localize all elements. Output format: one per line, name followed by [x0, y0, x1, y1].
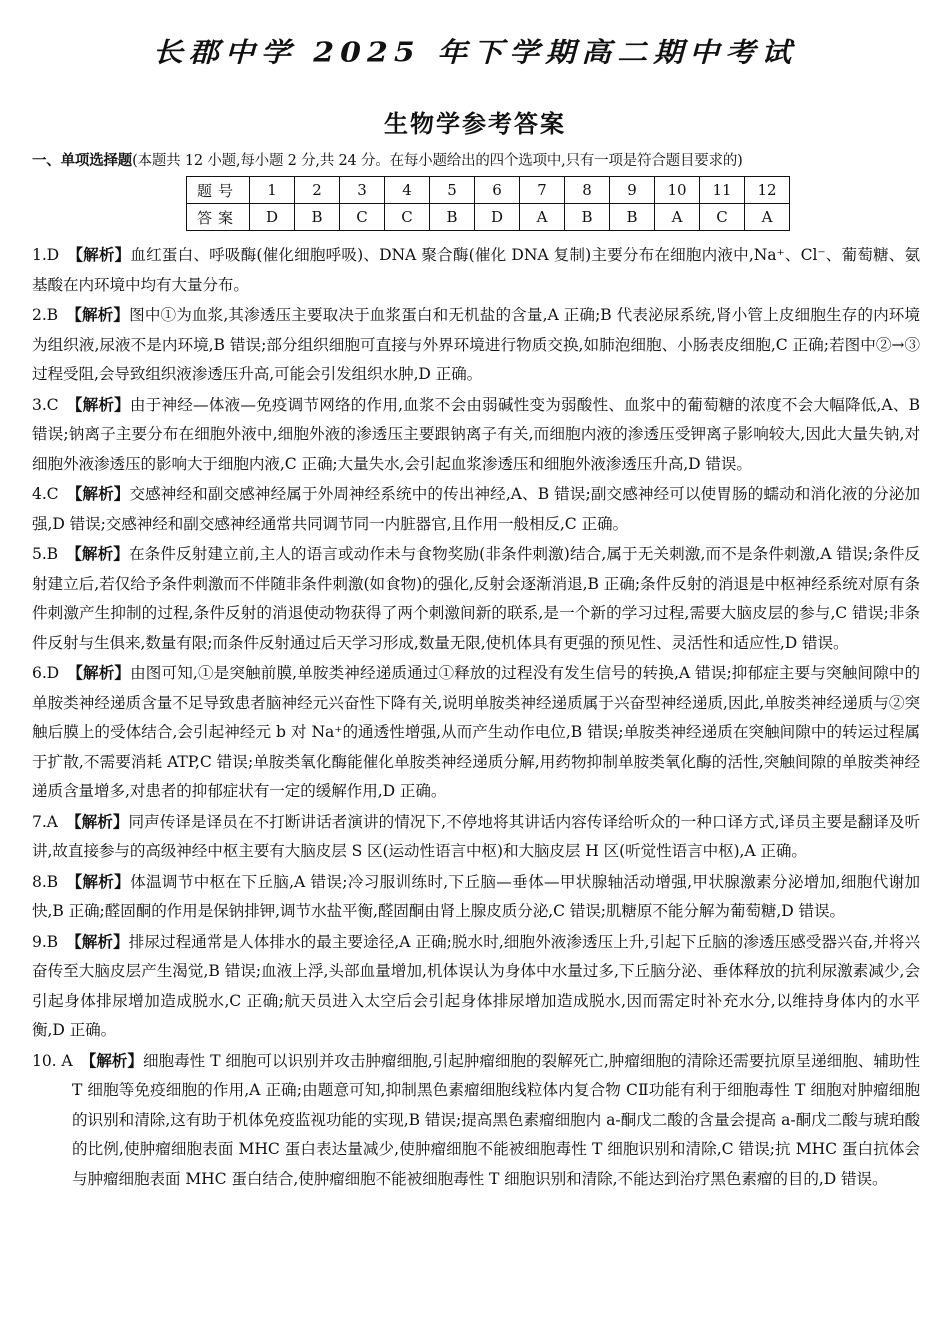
analysis-tag: 【解析】 — [66, 544, 129, 563]
answer-cell: C — [340, 204, 385, 231]
answer-cell: A — [655, 204, 700, 231]
explanation-text: 由图可知,①是突触前膜,单胺类神经递质通过①释放的过程没有发生信号的转换,A 错误;抑郁症主要与突触间隙中的单胺类神经递质含量不足导致患者脑神经元兴奋性下降有关,说明单胺类神经递质属于兴奋型神经递质,因此,单胺类神经递质与②突触后膜上的受体结合,会引起神经元 b 对 Na⁺的通透性增强,从而产生动作电位,B 错误;单胺类神经递质在突触间隙中的转运过程属于扩散,不需要消耗 ATP,C 错误;单胺类氧化酶能催化单胺类神经递质分解,用药物抑制单胺类氧化酶的活性,突触间隙的单胺类神经递质含量增多,对患者的抑郁症状有一定的缓解作用,D 正确。 — [32, 664, 920, 800]
analysis-tag: 【解析】 — [66, 394, 130, 414]
school-exam-title: 长郡中学 2025 年下学期高二期中考试 — [152, 37, 798, 69]
row-label-number: 题号 — [187, 177, 250, 204]
analysis-tag: 【解析】 — [66, 871, 131, 891]
item-number: 9.B — [32, 932, 59, 951]
analysis-tag: 【解析】 — [80, 1050, 143, 1070]
explanation-text: 由于神经—体液—免疫调节网络的作用,血浆不会由弱碱性变为弱酸性、血浆中的葡萄糖的浓度不会大幅降低,A、B 错误;钠离子主要分布在细胞外液中,细胞外液的渗透压主要跟钠离子有关,而细胞内液的渗透压受钾离子影响较大,因此大量失钠,对细胞外液渗透压的影响大于细胞内液,C 正确;大量失水,会引起血浆渗透压和细胞外液渗透压升高,D 错误。 — [32, 395, 920, 473]
answer-cell: C — [700, 204, 745, 231]
explanation-item-2 — [32, 300, 920, 390]
explanation-text: 交感神经和副交感神经属于外周神经系统中的传出神经,A、B 错误;副交感神经可以使胃肠的蠕动和消化液的分泌加强,D 错误;交感神经和副交感神经通常共同调节同一内脏器官,且作用一般相反,C 正确。 — [32, 485, 920, 533]
question-number: 12 — [745, 177, 790, 204]
section-label: 一、单项选择题 — [32, 152, 133, 169]
analysis-tag: 【解析】 — [65, 811, 129, 831]
answer-cell: A — [745, 204, 790, 231]
item-number: 7.A — [32, 812, 58, 831]
explanation-item-7 — [32, 807, 920, 867]
answer-cell: B — [565, 204, 610, 231]
item-number: 8.B — [32, 872, 59, 891]
explanation-item-8 — [32, 867, 920, 927]
explanation-item-6 — [32, 658, 920, 807]
explanation-text: 细胞毒性 T 细胞可以识别并攻击肿瘤细胞,引起肿瘤细胞的裂解死亡,肿瘤细胞的清除还需要抗原呈递细胞、辅助性 T 细胞等免疫细胞的作用,A 正确;由题意可知,抑制黑色素瘤细胞线粒体内复合物 CⅡ功能有利于细胞毒性 T 细胞对肿瘤细胞的识别和清除,这有助于机体免疫监视功能的实现,B 错误;提高黑色素瘤细胞内 a-酮戊二酸的含量会提高 a-酮戊二酸与琥珀酸的比例,使肿瘤细胞表面 MHC 蛋白表达量减少,使肿瘤细胞不能被细胞毒性 T 细胞识别和清除,C 错误;抗 MHC 蛋白抗体会与肿瘤细胞表面 MHC 蛋白结合,使肿瘤细胞不能被细胞毒性 T 细胞识别和清除,不能达到治疗黑色素瘤的目的,D 错误。 — [72, 1051, 920, 1188]
item-number: 1.D — [32, 246, 60, 264]
answer-row — [187, 204, 790, 231]
explanation-item-1 — [32, 240, 920, 300]
section-heading — [32, 149, 932, 170]
answer-cell: B — [295, 204, 340, 231]
item-number: 4.C — [32, 485, 59, 503]
section-instructions: (本题共 12 小题,每小题 2 分,共 24 分。在每小题给出的四个选项中,只有一项是符合题目要求的) — [132, 153, 743, 169]
explanation-item-4 — [32, 479, 920, 539]
explanation-text: 图中①为血浆,其渗透压主要取决于血浆蛋白和无机盐的含量,A 正确;B 代表泌尿系统,肾小管上皮细胞生存的内环境为组织液,尿液不是内环境,B 错误;部分组织细胞可直接与外界环境进行物质交换,如肺泡细胞、小肠表皮细胞,C 正确;若图中②→③过程受阻,会导致组织液渗透压升高,可能会引发组织水肿,D 正确。 — [32, 306, 920, 383]
answer-cell: D — [475, 204, 520, 231]
explanation-item-9 — [32, 927, 920, 1046]
explanation-item-3 — [32, 390, 920, 480]
item-number: 6.D — [32, 664, 60, 682]
analysis-tag: 【解析】 — [66, 931, 129, 951]
item-number: 5.B — [32, 545, 59, 563]
analysis-tag: 【解析】 — [66, 305, 130, 324]
explanation-text: 体温调节中枢在下丘脑,A 错误;冷习服训练时,下丘脑—垂体—甲状腺轴活动增强,甲状腺激素分泌增加,细胞代谢加快,B 正确;醛固酮的作用是保钠排钾,调节水盐平衡,醛固酮由肾上腺皮质分泌,C 错误;肌糖原不能分解为葡萄糖,D 错误。 — [32, 872, 920, 920]
explanation-list — [32, 240, 920, 1194]
explanation-text: 排尿过程通常是人体排水的最主要途径,A 正确;脱水时,细胞外液渗透压上升,引起下丘脑的渗透压感受器兴奋,并将兴奋传至大脑皮层产生渴觉,B 错误;血液上浮,头部血量增加,机体误认为身体中水量过多,下丘脑分泌、垂体释放的抗利尿激素减少,会引起身体排尿增加造成脱水,C 正确;航天员进入太空后会引起身体排尿增加造成脱水,因而需定时补充水分,以维持身体内的水平衡,D 正确。 — [32, 932, 920, 1039]
question-number: 9 — [610, 177, 655, 204]
question-number: 1 — [250, 177, 295, 204]
item-number: 2.B — [32, 306, 59, 324]
item-number: 3.C — [32, 395, 59, 414]
explanation-text: 血红蛋白、呼吸酶(催化细胞呼吸)、DNA 聚合酶(催化 DNA 复制)主要分布在细胞内液中,Na⁺、Cl⁻、葡萄糖、氨基酸在内环境中均有大量分布。 — [32, 246, 920, 294]
question-number: 10 — [655, 177, 700, 204]
question-number: 8 — [565, 177, 610, 204]
question-number: 3 — [340, 177, 385, 204]
item-number: 10. A — [32, 1051, 73, 1070]
question-number: 5 — [430, 177, 475, 204]
answer-cell: D — [250, 204, 295, 231]
explanation-text: 在条件反射建立前,主人的语言或动作未与食物奖励(非条件刺激)结合,属于无关刺激,而不是条件刺激,A 错误;条件反射建立后,若仅给予条件刺激而不伴随非条件刺激(如食物)的强化,反射会逐渐消退,B 正确;条件反射的消退是中枢神经系统对原有条件刺激产生抑制的过程,条件反射的消退使动物获得了两个刺激间新的联系,是一个新的学习过程,需要大脑皮层的参与,C 错误;非条件反射与生俱来,数量有限;而条件反射通过后天学习形成,数量无限,使机体具有更强的预见性、灵活性和适应性,D 错误。 — [32, 545, 920, 652]
analysis-tag: 【解析】 — [67, 245, 131, 264]
answer-cell: B — [430, 204, 475, 231]
question-number: 2 — [295, 177, 340, 204]
document-title: 生物学参考答案 — [384, 109, 566, 138]
row-label-answer: 答案 — [187, 204, 250, 231]
question-number: 7 — [520, 177, 565, 204]
answer-cell: A — [520, 204, 565, 231]
explanation-item-10 — [32, 1046, 920, 1195]
explanation-item-5 — [32, 539, 920, 658]
answer-cell: B — [610, 204, 655, 231]
question-number-row — [187, 177, 790, 204]
question-number: 6 — [475, 177, 520, 204]
analysis-tag: 【解析】 — [67, 663, 131, 682]
question-number: 11 — [700, 177, 745, 204]
explanation-text: 同声传译是译员在不打断讲话者演讲的情况下,不停地将其讲话内容传译给听众的一种口译方式,译员主要是翻译及听讲,故直接参与的高级神经中枢主要有大脑皮层 S 区(运动性语言中枢)和大脑皮层 H 区(听觉性语言中枢),A 正确。 — [32, 812, 920, 860]
answer-table — [186, 176, 790, 231]
answer-cell: C — [385, 204, 430, 231]
analysis-tag: 【解析】 — [66, 484, 130, 503]
question-number: 4 — [385, 177, 430, 204]
